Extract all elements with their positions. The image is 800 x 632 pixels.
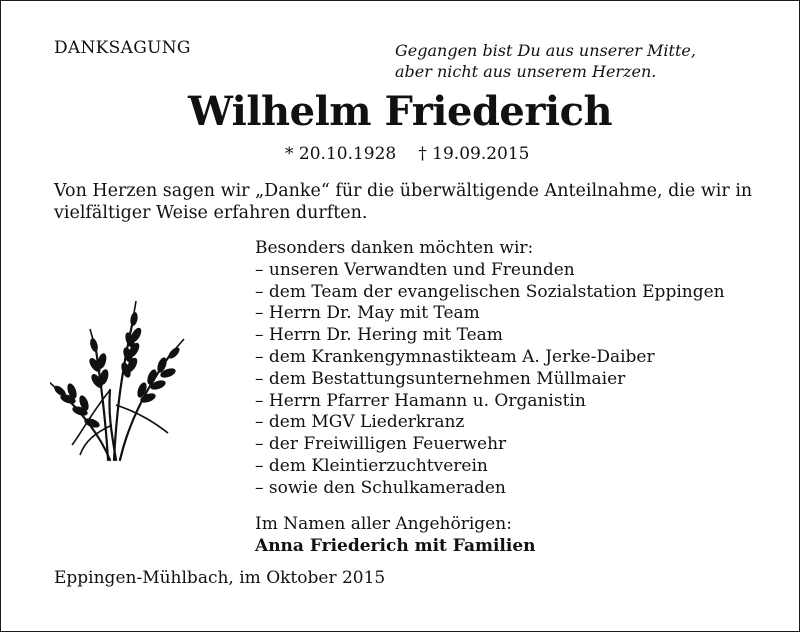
motto-line-1: Gegangen bist Du aus unserer Mitte, [395, 41, 696, 60]
list-item: – unseren Verwandten und Freunden [255, 259, 575, 280]
signoff [255, 513, 536, 557]
notice-heading: DANKSAGUNG [54, 38, 191, 58]
list-item: – dem Bestattungsunternehmen Müllmaier [255, 368, 626, 389]
list-item: – dem Team der evangelischen Sozialstation Eppingen [255, 281, 725, 302]
wheat-icon [50, 295, 190, 465]
thanks-list [255, 238, 725, 500]
list-item: – Herrn Pfarrer Hamann u. Organistin [255, 390, 586, 411]
list-item: – dem MGV Liederkranz [255, 412, 465, 433]
signoff-line: Im Namen aller Angehörigen: [255, 514, 512, 534]
thanks-heading: Besonders danken möchten wir: [255, 238, 534, 258]
list-item: – sowie den Schulkameraden [255, 477, 506, 498]
life-dates [285, 144, 530, 164]
place-date: Eppingen-Mühlbach, im Oktober 2015 [54, 568, 386, 588]
birth-date: * 20.10.1928 [285, 144, 397, 164]
list-item: – dem Krankengymnastikteam A. Jerke-Daiber [255, 346, 655, 367]
signoff-signature: Anna Friederich mit Familien [255, 536, 536, 556]
deceased-name: Wilhelm Friederich [187, 88, 613, 135]
motto-line-2: aber nicht aus unserem Herzen. [395, 62, 657, 81]
intro-text: Von Herzen sagen wir „Danke“ für die überwältigende Anteilnahme, die wir in vielfältiger Weise erfahren durften. [54, 181, 753, 223]
motto [395, 40, 696, 82]
list-item: – der Freiwilligen Feuerwehr [255, 434, 507, 455]
list-item: – Herrn Dr. Hering mit Team [255, 325, 503, 346]
list-item: – dem Kleintierzuchtverein [255, 455, 488, 476]
list-item: – Herrn Dr. May mit Team [255, 303, 480, 324]
death-date: † 19.09.2015 [418, 144, 530, 164]
